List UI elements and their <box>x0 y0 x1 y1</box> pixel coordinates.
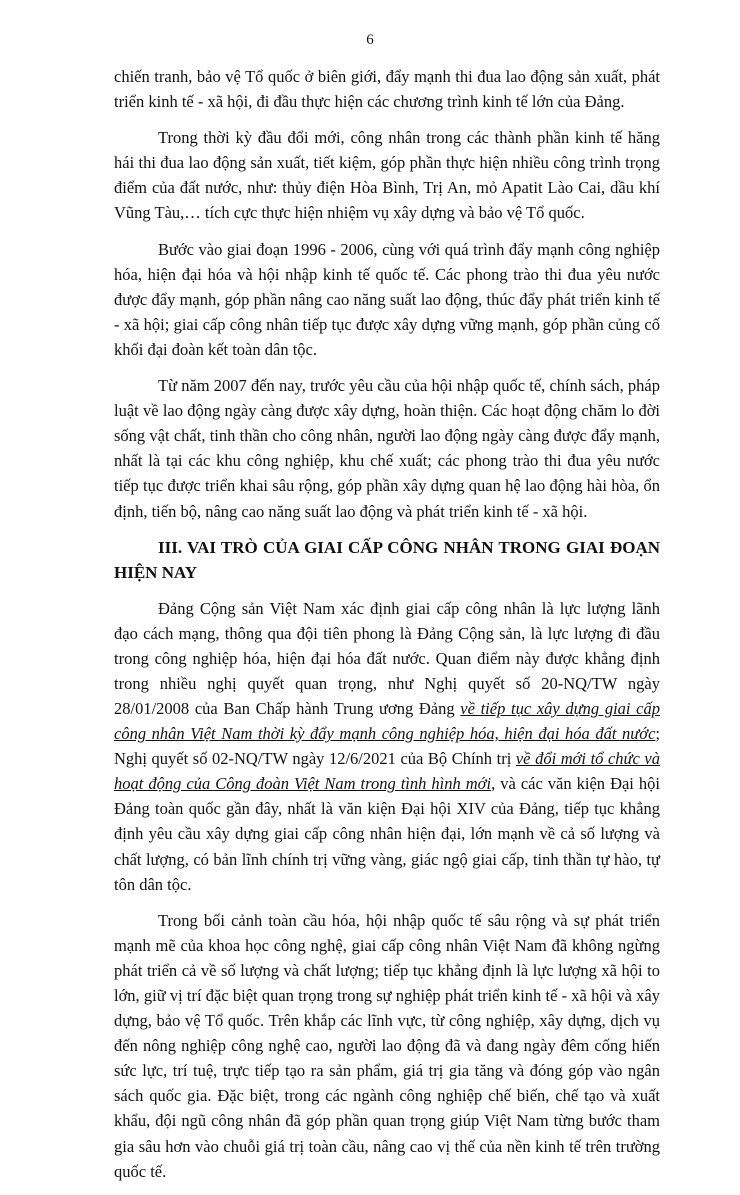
resolution-title-02: về đổi mới tổ chức và hoạt động của Công đoàn Việt Nam trong tình hình mới <box>114 749 661 794</box>
paragraph-doi-moi: Trong thời kỳ đầu đổi mới, công nhân trong các thành phần kinh tế hăng hái thi đua lao động sản xuất, tiết kiệm, góp phần thực hiện nhiều công trình trọng điểm của đất nước, như: thủy điện Hòa Bình, Trị An, mỏ Apatit Lào Cai, dầu khí Vũng Tàu,… tích cực thực hiện nhiệm vụ xây dựng và bảo vệ Tổ quốc. <box>114 128 660 223</box>
paragraph-text: , và các văn kiện Đại hội Đảng toàn quốc gần đây, nhất là văn kiện Đại hội XIV của Đảng, tiếp tục khẳng định yêu cầu xây dựng giai cấp công nhân hiện đại, lớn mạnh về cả số lượng và chất lượng, có bản lĩnh chính trị vững vàng, giác ngộ giai cấp, tinh thần tự hào, tự tôn dân tộc. <box>114 774 660 894</box>
paragraph-text: Đảng Cộng sản Việt Nam xác định giai cấp công nhân là lực lượng lãnh đạo cách mạng, thông qua đội tiên phong là Đảng Cộng sản, là lực lượng đi đầu trong công nghiệp hóa, hiện đại hóa đất nước. Quan điểm này được khẳng định trong nhiều nghị quyết quan trọng, như Nghị quyết số 20-NQ/TW ngày 28/01/2008 của Ban Chấp hành Trung ương Đảng <box>114 598 660 718</box>
paragraph-1996-2006: Bước vào giai đoạn 1996 - 2006, cùng với quá trình đẩy mạnh công nghiệp hóa, hiện đại hóa và hội nhập kinh tế quốc tế. Các phong trào thi đua yêu nước được đẩy mạnh, góp phần nâng cao năng suất lao động, thúc đẩy phát triển kinh tế - xã hội; giai cấp công nhân tiếp tục được xây dựng vững mạnh, góp phần củng cố khối đại đoàn kết toàn dân tộc. <box>114 239 660 359</box>
page-number: 6 <box>366 32 374 48</box>
paragraph-continuation: chiến tranh, bảo vệ Tổ quốc ở biên giới, đẩy mạnh thi đua lao động sản xuất, phát triển kinh tế - xã hội, đi đầu thực hiện các chương trình kinh tế lớn của Đảng. <box>114 67 660 112</box>
paragraph-dang-xac-dinh <box>114 596 660 897</box>
paragraph-2007-nay: Từ năm 2007 đến nay, trước yêu cầu của hội nhập quốc tế, chính sách, pháp luật về lao động ngày càng được xây dựng, hoàn thiện. Các hoạt động chăm lo đời sống vật chất, tinh thần cho công nhân, người lao động ngày càng được đẩy mạnh, nhất là tại các khu công nghiệp, khu chế xuất; các phong trào thi đua yêu nước tiếp tục được triển khai sâu rộng, góp phần xây dựng quan hệ lao động hài hòa, ổn định, tiến bộ, nâng cao năng suất lao động và phát triển kinh tế - xã hội. <box>114 376 660 521</box>
document-body <box>114 64 660 1195</box>
paragraph-text: ; Nghị quyết số 02-NQ/TW ngày 12/6/2021 của Bộ Chính trị <box>114 724 660 769</box>
resolution-title-20: về tiếp tục xây dựng giai cấp công nhân Việt Nam thời kỳ đẩy mạnh công nghiệp hóa, hiện đại hóa đất nước <box>114 698 660 744</box>
paragraph-toan-cau-hoa: Trong bối cảnh toàn cầu hóa, hội nhập quốc tế sâu rộng và sự phát triển mạnh mẽ của khoa học công nghệ, giai cấp công nhân Việt Nam đã không ngừng phát triển cả về số lượng và chất lượng; tiếp tục khẳng định là lực lượng xã hội to lớn, giữ vị trí đặc biệt quan trọng trong sự nghiệp phát triển kinh tế - xã hội và xây dựng, bảo vệ Tổ quốc. Trên khắp các lĩnh vực, từ công nghiệp, xây dựng, dịch vụ đến nông nghiệp công nghệ cao, người lao động đã và đang ngày đêm cống hiến sức lực, trí tuệ, trực tiếp tạo ra sản phẩm, giá trị gia tăng và đóng góp vào ngân sách quốc gia. Đặc biệt, trong các ngành công nghiệp chế biến, chế tạo và xuất khẩu, đội ngũ công nhân đã góp phần quan trọng giúp Việt Nam từng bước tham gia sâu hơn vào chuỗi giá trị toàn cầu, nâng cao vị thế của nền kinh tế trên trường quốc tế. <box>114 910 660 1181</box>
section-heading-iii: III. VAI TRÒ CỦA GIAI CẤP CÔNG NHÂN TRONG GIAI ĐOẠN HIỆN NAY <box>114 537 660 582</box>
